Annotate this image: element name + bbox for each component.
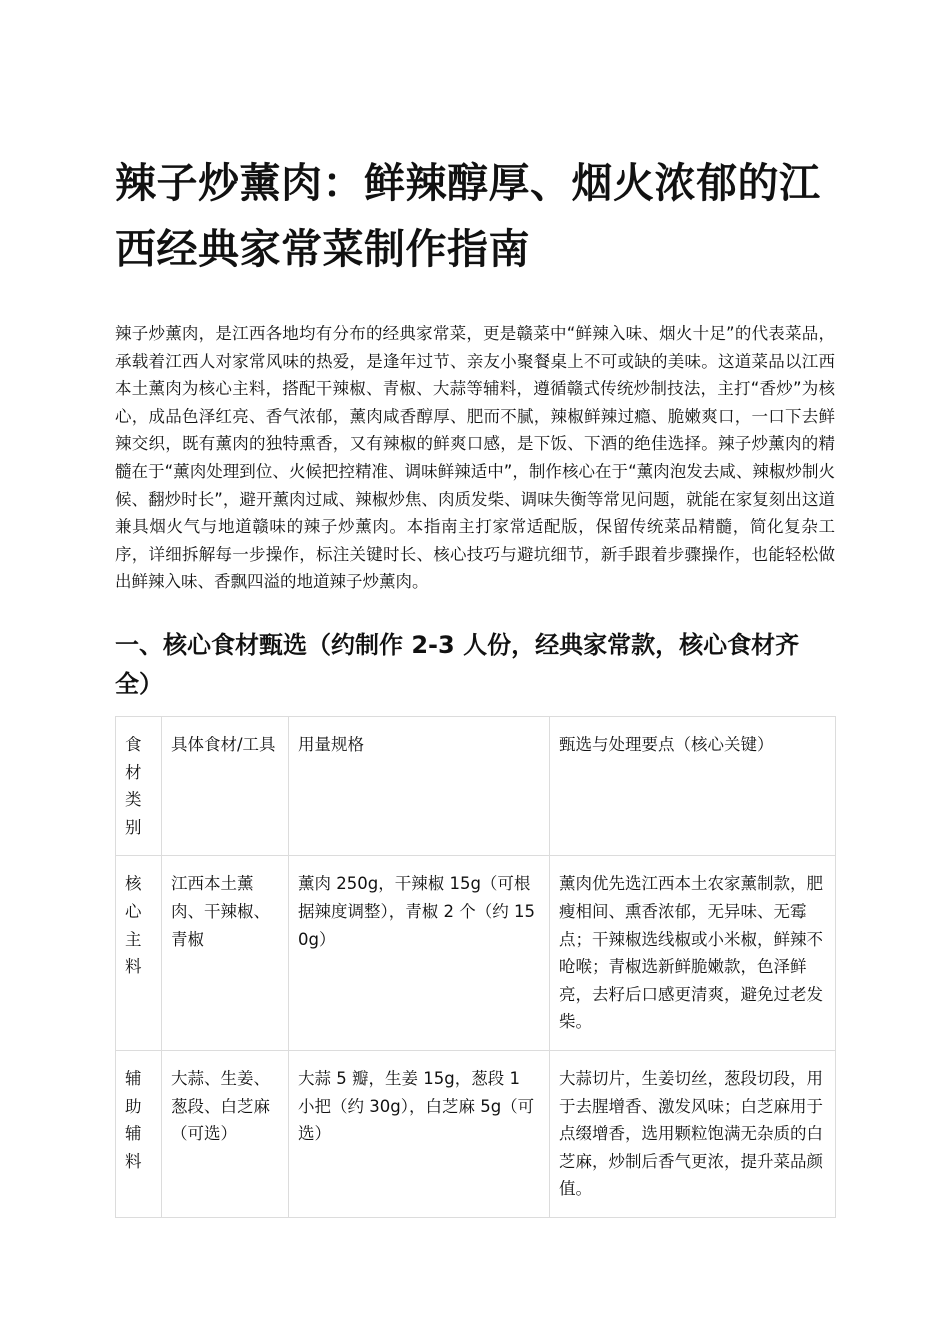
cell-category: 辅助辅料 (116, 1050, 162, 1217)
header-cell-category: 食材类别 (116, 717, 162, 856)
table-row (116, 1050, 836, 1217)
intro-paragraph: 辣子炒薰肉，是江西各地均有分布的经典家常菜，更是赣菜中“鲜辣入味、烟火十足”的代表菜品，承载着江西人对家常风味的热爱，是逢年过节、亲友小聚餐桌上不可或缺的美味。这道菜品以江西本土薰肉为核心主料，搭配干辣椒、青椒、大蒜等辅料，遵循赣式传统炒制技法，主打“香炒”为核心，成品色泽红亮、香气浓郁，薰肉咸香醇厚、肥而不腻，辣椒鲜辣过瘾、脆嫩爽口，一口下去鲜辣交织，既有薰肉的独特熏香，又有辣椒的鲜爽口感，是下饭、下酒的绝佳选择。辣子炒薰肉的精髓在于“薰肉处理到位、火候把控精准、调味鲜辣适中”，制作核心在于“薰肉泡发去咸、辣椒炒制火候、翻炒时长”，避开薰肉过咸、辣椒炒焦、肉质发柴、调味失衡等常见问题，就能在家复刻出这道兼具烟火气与地道赣味的辣子炒薰肉。本指南主打家常适配版，保留传统菜品精髓，简化复杂工序，详细拆解每一步操作，标注关键时长、核心技巧与避坑细节，新手跟着步骤操作，也能轻松做出鲜辣入味、香飘四溢的地道辣子炒薰肉。 (115, 324, 835, 592)
header-cell-notes: 甄选与处理要点（核心关键） (550, 717, 836, 856)
cell-items: 江西本土薰肉、干辣椒、青椒 (162, 856, 289, 1051)
document-title: 辣子炒薰肉：鲜辣醇厚、烟火浓郁的江西经典家常菜制作指南 (115, 159, 821, 273)
cell-notes: 大蒜切片，生姜切丝，葱段切段，用于去腥增香、激发风味；白芝麻用于点缀增香，选用颗粒饱满无杂质的白芝麻，炒制后香气更浓，提升菜品颜值。 (550, 1050, 836, 1217)
cell-notes: 薰肉优先选江西本土农家薰制款，肥瘦相间、熏香浓郁，无异味、无霉点；干辣椒选线椒或小米椒，鲜辣不呛喉；青椒选新鲜脆嫩款，色泽鲜亮，去籽后口感更清爽，避免过老发柴。 (550, 856, 836, 1051)
header-cell-amount: 用量规格 (289, 717, 550, 856)
cell-amount: 大蒜 5 瓣，生姜 15g，葱段 1 小把（约 30g），白芝麻 5g（可选） (289, 1050, 550, 1217)
cell-items: 大蒜、生姜、葱段、白芝麻（可选） (162, 1050, 289, 1217)
header-cell-items: 具体食材/工具 (162, 717, 289, 856)
table-row (116, 856, 836, 1051)
ingredients-table (115, 716, 836, 1218)
section-heading-ingredients: 一、核心食材甄选（约制作 2-3 人份，经典家常款，核心食材齐全） (115, 631, 800, 698)
cell-category: 核心主料 (116, 856, 162, 1051)
table-header-row (116, 717, 836, 856)
cell-amount: 薰肉 250g，干辣椒 15g（可根据辣度调整），青椒 2 个（约 150g） (289, 856, 550, 1051)
